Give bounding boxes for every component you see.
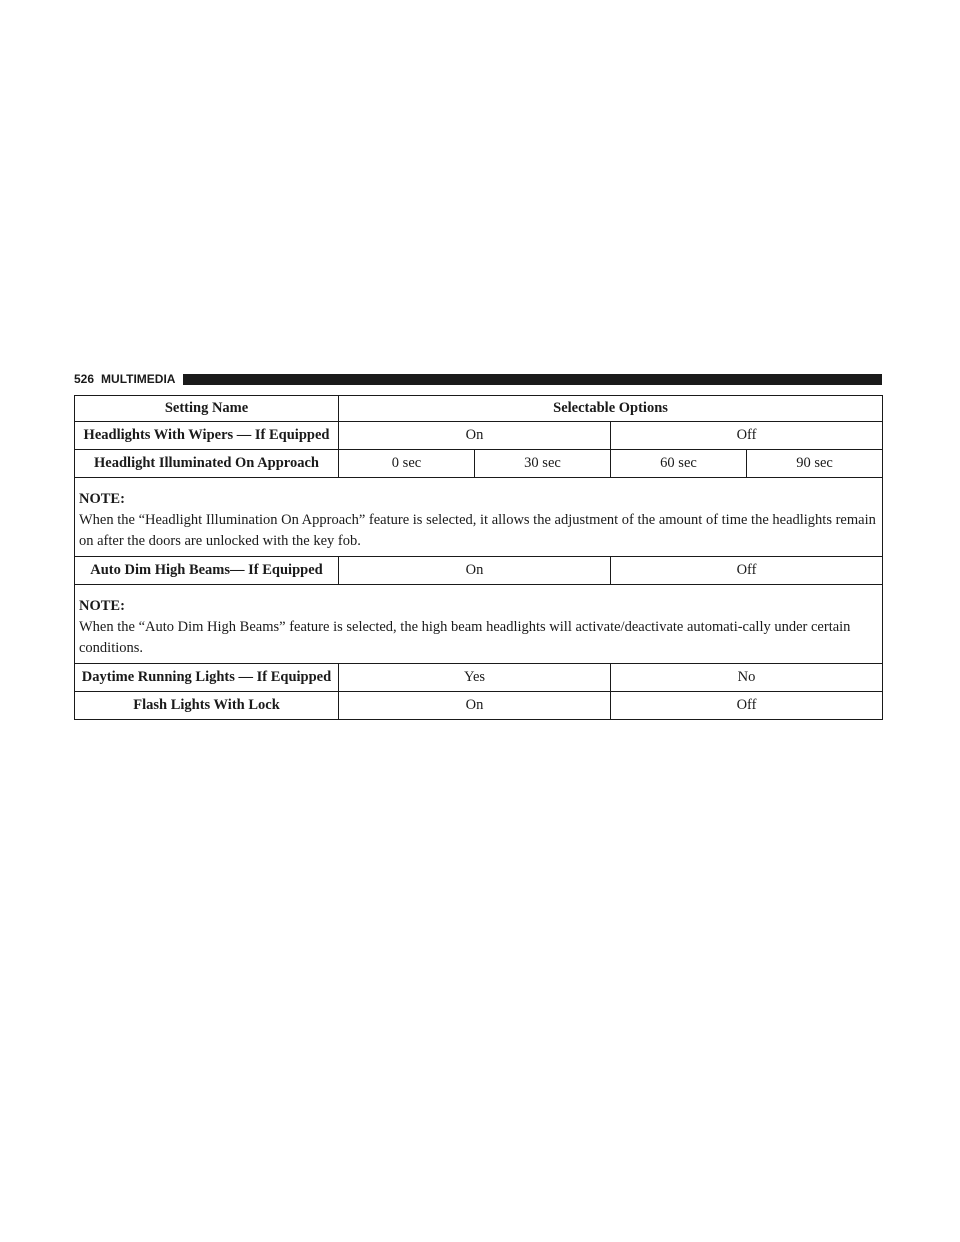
option-cell: On bbox=[339, 692, 611, 720]
table-row bbox=[75, 422, 883, 450]
setting-name: Daytime Running Lights — If Equipped bbox=[75, 664, 339, 692]
page-number: 526 bbox=[74, 372, 95, 386]
option-cell: 30 sec bbox=[475, 450, 611, 478]
table-row bbox=[75, 450, 883, 478]
page-header bbox=[74, 372, 882, 386]
note-cell bbox=[75, 478, 883, 557]
table-row bbox=[75, 692, 883, 720]
option-cell: Off bbox=[611, 557, 883, 585]
section-title: MULTIMEDIA bbox=[101, 372, 176, 386]
note-row bbox=[75, 478, 883, 557]
setting-name: Flash Lights With Lock bbox=[75, 692, 339, 720]
option-cell: Off bbox=[611, 422, 883, 450]
settings-table bbox=[74, 395, 883, 720]
column-header-selectable-options: Selectable Options bbox=[339, 396, 883, 422]
option-cell: On bbox=[339, 557, 611, 585]
note-text: When the “Auto Dim High Beams” feature is selected, the high beam headlights will activate/deactivate automati-cally under certain conditions. bbox=[79, 619, 851, 656]
header-rule bbox=[183, 374, 882, 385]
column-header-setting-name: Setting Name bbox=[75, 396, 339, 422]
setting-name: Headlight Illuminated On Approach bbox=[75, 450, 339, 478]
note-title: NOTE: bbox=[79, 598, 125, 614]
setting-name: Auto Dim High Beams— If Equipped bbox=[75, 557, 339, 585]
option-cell: 0 sec bbox=[339, 450, 475, 478]
table-row bbox=[75, 557, 883, 585]
note-text: When the “Headlight Illumination On Approach” feature is selected, it allows the adjustment of the amount of time the headlights remain on after the doors are unlocked with the key fob. bbox=[79, 512, 876, 549]
setting-name: Headlights With Wipers — If Equipped bbox=[75, 422, 339, 450]
note-row bbox=[75, 585, 883, 664]
option-cell: Off bbox=[611, 692, 883, 720]
option-cell: No bbox=[611, 664, 883, 692]
option-cell: 60 sec bbox=[611, 450, 747, 478]
note-title: NOTE: bbox=[79, 491, 125, 507]
table-row bbox=[75, 664, 883, 692]
table-header-row bbox=[75, 396, 883, 422]
option-cell: Yes bbox=[339, 664, 611, 692]
option-cell: On bbox=[339, 422, 611, 450]
note-cell bbox=[75, 585, 883, 664]
option-cell: 90 sec bbox=[747, 450, 883, 478]
